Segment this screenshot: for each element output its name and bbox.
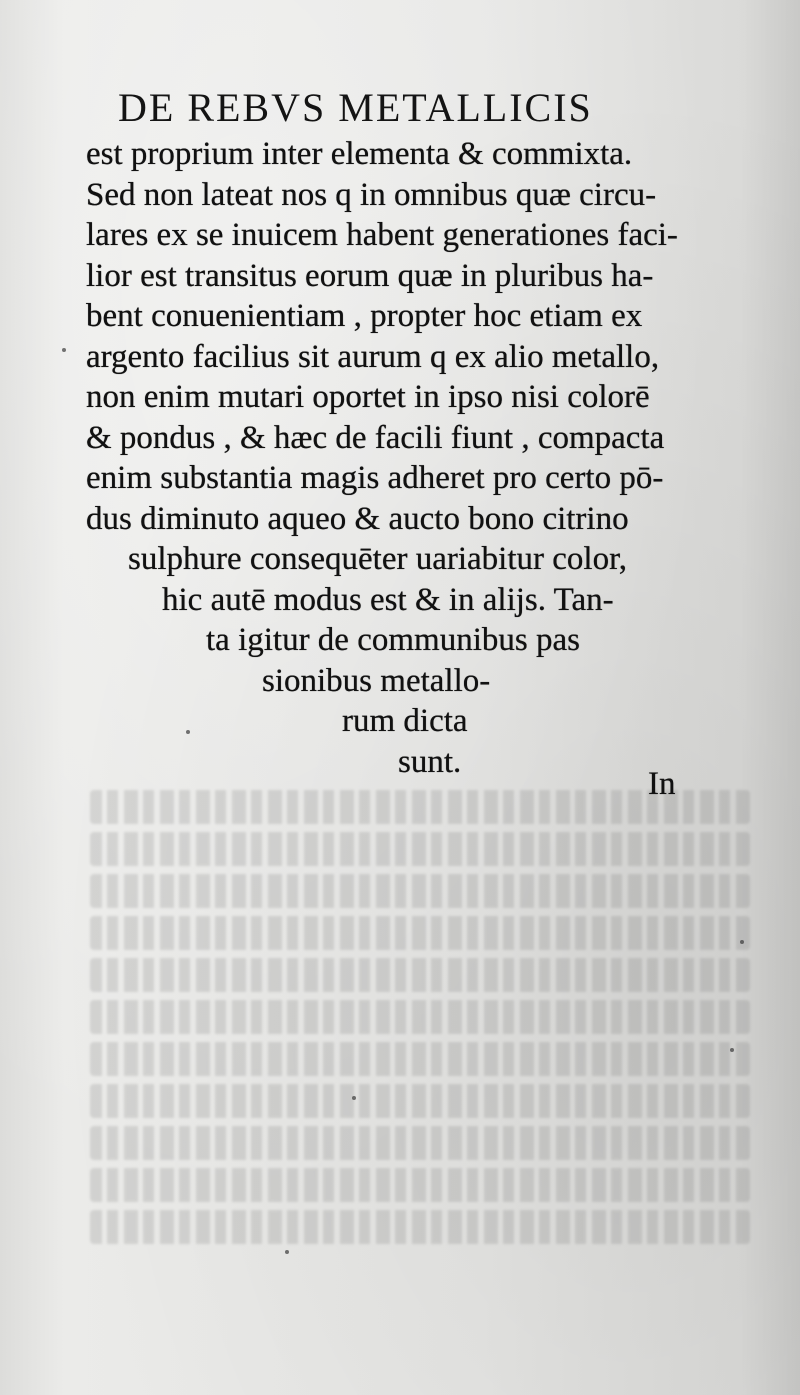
ink-speck bbox=[730, 1048, 734, 1052]
ink-speck bbox=[186, 730, 190, 734]
text-line: lares ex se inuicem habent generationes faci- bbox=[86, 217, 678, 253]
text-line: Sed non lateat nos q in omnibus quæ circu- bbox=[86, 176, 657, 213]
text-line: & pondus , & hæc de facili fiunt , compacta bbox=[86, 419, 665, 456]
catchword: In bbox=[648, 766, 676, 802]
running-header: DE REBVS METALLICIS bbox=[118, 85, 593, 130]
ink-speck bbox=[740, 940, 744, 944]
text-line: ta igitur de communibus pas bbox=[206, 622, 580, 658]
text-line: dus diminuto aqueo & aucto bono citrino bbox=[86, 500, 629, 537]
text-line: enim substantia magis adheret pro certo pō- bbox=[86, 460, 664, 496]
text-line: rum dicta bbox=[342, 703, 468, 739]
text-line: non enim mutari oportet in ipso nisi colorē bbox=[86, 379, 650, 415]
text-line: bent conuenientiam , propter hoc etiam ex bbox=[86, 298, 643, 334]
ink-speck bbox=[352, 1096, 356, 1100]
text-line: sunt. bbox=[398, 743, 462, 780]
text-line: sulphure consequēter uariabitur color, bbox=[128, 541, 627, 577]
text-line: hic autē modus est & in alijs. Tan- bbox=[162, 581, 614, 618]
text-line: lior est transitus eorum quæ in pluribus ha- bbox=[86, 257, 654, 294]
ink-speck bbox=[62, 348, 66, 352]
ink-speck bbox=[285, 1250, 289, 1254]
text-line: sionibus metallo- bbox=[262, 662, 491, 699]
text-line: est proprium inter elementa & commixta. bbox=[86, 136, 633, 172]
text-line: argento facilius sit aurum q ex alio metallo, bbox=[86, 338, 660, 375]
show-through-text bbox=[90, 790, 750, 1260]
body-text bbox=[86, 134, 766, 782]
